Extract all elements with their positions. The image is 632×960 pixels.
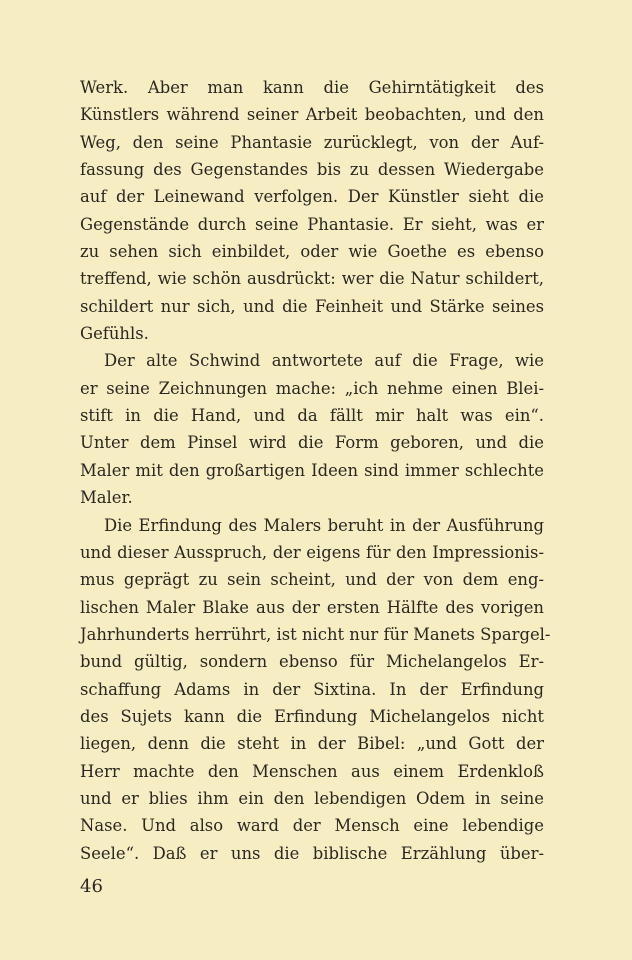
text-line: schildert nur sich, und die Feinheit und Stärke seines (80, 296, 544, 316)
text-line: und er blies ihm ein den lebendigen Odem in seine (80, 788, 544, 808)
text-line: Maler. (80, 488, 133, 508)
page-number: 46 (80, 876, 103, 897)
text-line: Die Erfindung des Malers beruht in der Ausführung (104, 515, 544, 535)
body-text (80, 74, 551, 867)
text-line: liegen, denn die steht in der Bibel: „und Gott der (80, 734, 544, 754)
text-line: mus geprägt zu sein scheint, und der von dem eng- (80, 570, 544, 590)
text-line: des Sujets kann die Erfindung Michelangelos nicht (80, 706, 544, 726)
text-line: Werk. Aber man kann die Gehirntätigkeit des (80, 78, 544, 97)
text-line: zu sehen sich einbildet, oder wie Goethe es ebenso (80, 242, 544, 262)
text-line: Seele“. Daß er uns die biblische Erzählung über- (80, 843, 544, 863)
text-line: schaffung Adams in der Sixtina. In der Erfindung (80, 679, 544, 699)
text-line: und dieser Ausspruch, der eigens für den Impressionis- (80, 542, 544, 562)
text-line: treffend, wie schön ausdrückt: wer die Natur schildert, (80, 269, 544, 289)
text-line: Jahrhunderts herrührt, ist nicht nur für Manets Spargel- (80, 624, 551, 644)
text-line: Weg, den seine Phantasie zurücklegt, von der Auf- (80, 132, 544, 152)
text-line: fassung des Gegenstandes bis zu dessen Wiedergabe (80, 160, 544, 180)
text-line: bund gültig, sondern ebenso für Michelangelos Er- (80, 652, 544, 672)
text-line: Nase. Und also ward der Mensch eine lebendige (80, 816, 544, 836)
text-line: er seine Zeichnungen mache: „ich nehme einen Blei- (80, 378, 544, 398)
text-line: lischen Maler Blake aus der ersten Hälfte des vorigen (80, 597, 544, 617)
text-line: Gefühls. (80, 324, 149, 344)
text-line: Der alte Schwind antwortete auf die Frage, wie (104, 351, 544, 371)
text-line: Gegenstände durch seine Phantasie. Er sieht, was er (80, 214, 544, 234)
text-line: stift in die Hand, und da fällt mir halt was ein“. (80, 406, 544, 426)
text-line: Künstlers während seiner Arbeit beobachten, und den (80, 105, 544, 125)
text-line: Herr machte den Menschen aus einem Erdenkloß (80, 761, 544, 781)
text-line: Unter dem Pinsel wird die Form geboren, und die (80, 433, 544, 453)
text-line: auf der Leinewand verfolgen. Der Künstler sieht die (80, 187, 544, 207)
text-line: Maler mit den großartigen Ideen sind immer schlechte (80, 460, 544, 480)
